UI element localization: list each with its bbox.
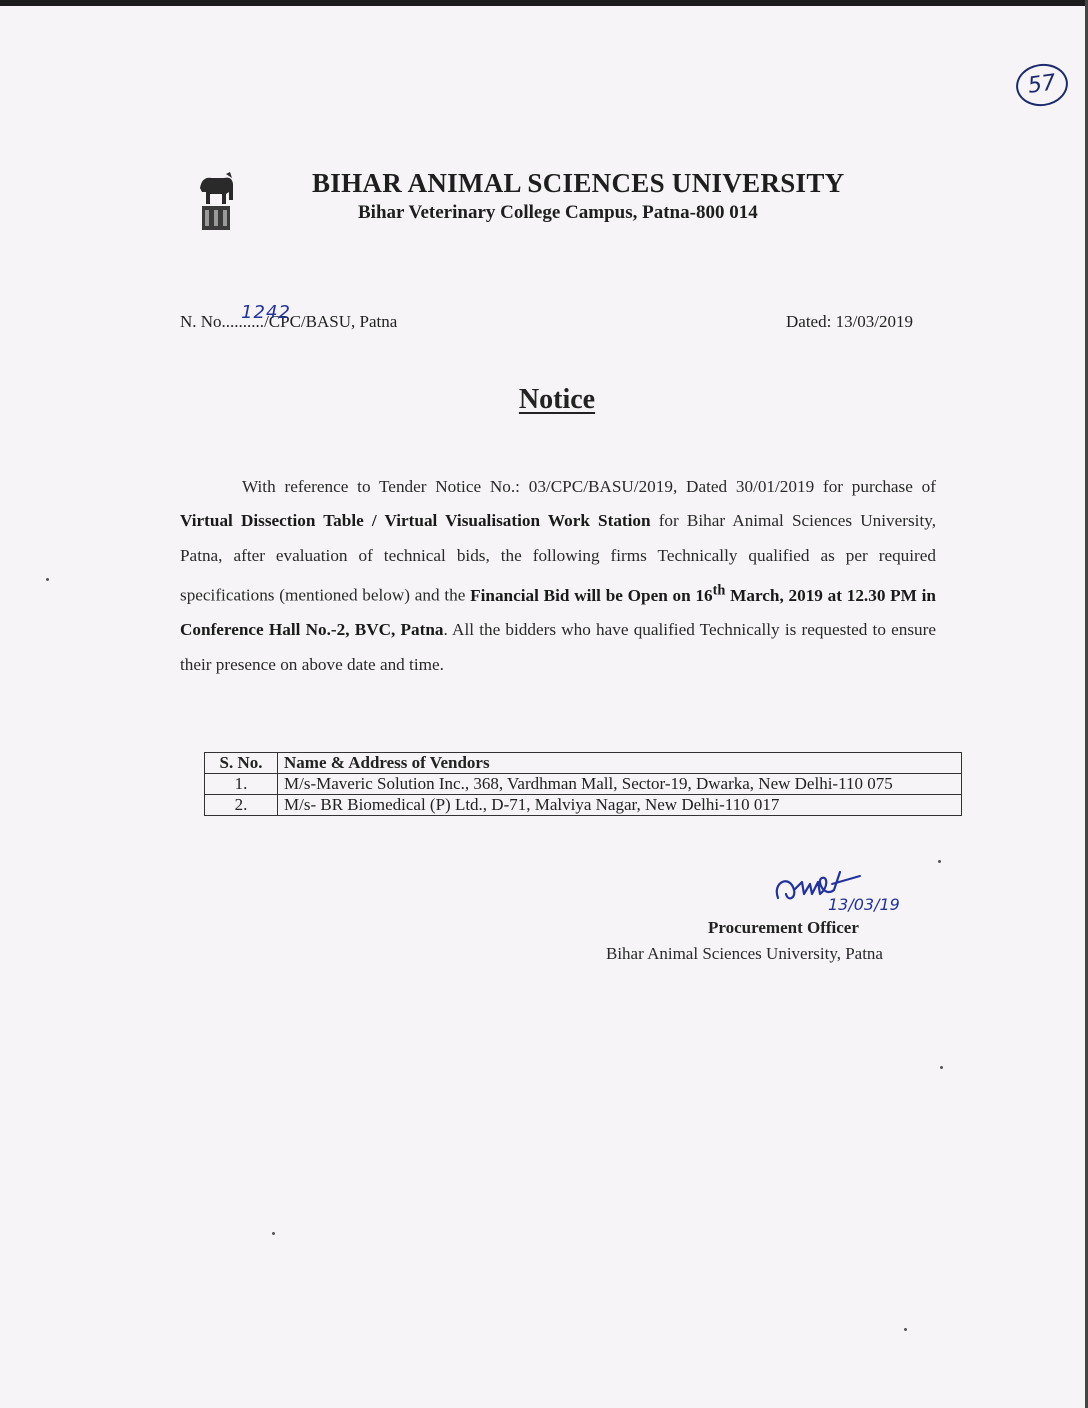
row-sno: 2. — [205, 795, 278, 816]
notice-body — [180, 470, 936, 682]
emblem-icon — [196, 170, 236, 232]
university-name: BIHAR ANIMAL SCIENCES UNIVERSITY — [312, 168, 845, 198]
table-row — [205, 774, 962, 795]
scan-speck — [46, 578, 49, 581]
scan-speck — [904, 1328, 907, 1331]
body-text-2: for Bihar Animal Sciences University, Patna, after evaluation of technical bids, the following firms Technically qualified as per required specifications (mentioned below) and the — [180, 511, 937, 605]
header-vendor: Name & Address of Vendors — [278, 753, 962, 774]
table-row — [205, 795, 962, 816]
notice-date: Dated: 13/03/2019 — [786, 312, 914, 331]
body-bold-superscript: th — [712, 582, 726, 599]
body-text-3: . All the bidders who have qualified Technically is requested to ensure their presence on above date and time. — [180, 620, 936, 674]
reference-suffix: /CPC/BASU, Patna — [264, 312, 398, 331]
university-address: Bihar Veterinary College Campus, Patna-800 014 — [358, 202, 758, 223]
body-bold-bid-time: March, 2019 at 12.30 PM in Conference Hall No.-2, BVC, Patna — [180, 585, 936, 640]
scan-top-edge — [0, 0, 1088, 6]
signature-date: 13/03/19 — [828, 895, 900, 914]
scan-speck — [938, 860, 941, 863]
reference-handwritten-number: 1242 — [241, 302, 291, 323]
page-number-mark: 57 — [1013, 61, 1070, 110]
vendor-table — [204, 752, 962, 816]
header-sno: S. No. — [205, 753, 278, 774]
row-sno: 1. — [205, 774, 278, 795]
body-bold-bid-open: Financial Bid will be Open on 16 — [470, 585, 713, 605]
row-vendor: M/s- BR Biomedical (P) Ltd., D-71, Malviya Nagar, New Delhi-110 017 — [278, 795, 962, 816]
notice-title: Notice — [518, 384, 596, 415]
body-bold-item: Virtual Dissection Table / Virtual Visualisation Work Station — [180, 511, 651, 531]
reference-prefix: N. No.......... — [180, 312, 265, 331]
handwritten-signature — [768, 864, 918, 924]
signatory-title: Procurement Officer — [708, 918, 859, 937]
signatory-organization: Bihar Animal Sciences University, Patna — [606, 944, 883, 963]
body-text-1: With reference to Tender Notice No.: 03/CPC/BASU/2019, Dated 30/01/2019 for purchase of — [242, 477, 936, 496]
table-header-row — [205, 753, 962, 774]
scan-speck — [940, 1066, 943, 1069]
scan-speck — [272, 1232, 275, 1235]
row-vendor: M/s-Maveric Solution Inc., 368, Vardhman Mall, Sector-19, Dwarka, New Delhi-110 075 — [278, 774, 962, 795]
